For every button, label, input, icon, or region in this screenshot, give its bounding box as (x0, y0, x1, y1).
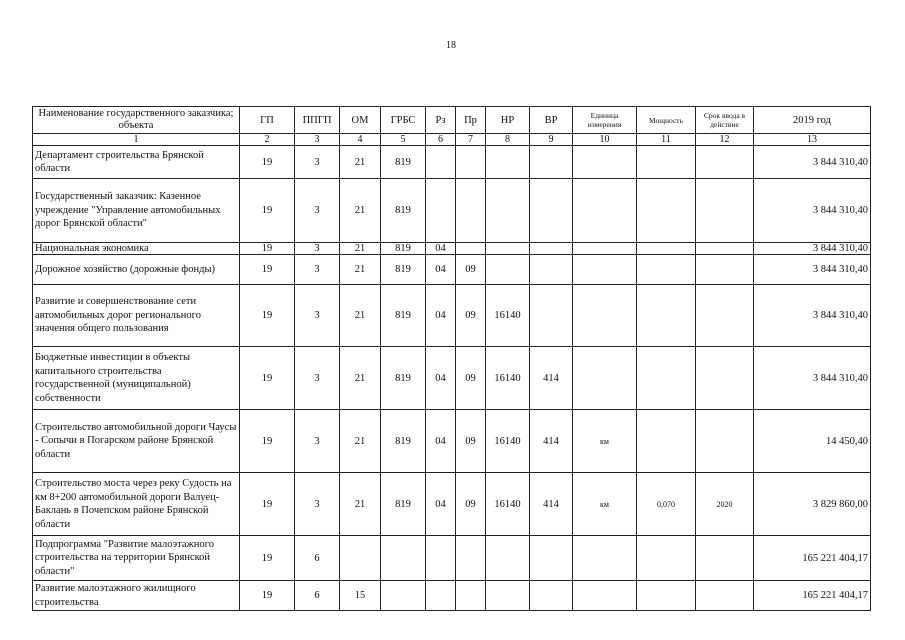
cell-term (696, 243, 754, 255)
cell-rz (426, 581, 456, 611)
cell-pgp: 3 (295, 255, 340, 285)
cell-power (637, 536, 696, 581)
cell-power (637, 179, 696, 243)
column-number: 5 (381, 134, 426, 146)
col-nr-header: НР (486, 107, 530, 134)
cell-unit (573, 347, 637, 410)
column-number: 6 (426, 134, 456, 146)
col-pr-header: Пр (456, 107, 486, 134)
cell-amount: 165 221 404,17 (754, 581, 871, 611)
cell-grbs: 819 (381, 179, 426, 243)
column-number: 9 (530, 134, 573, 146)
cell-pr (456, 146, 486, 179)
cell-term: 2020 (696, 473, 754, 536)
table-body (33, 146, 871, 611)
cell-pr: 09 (456, 255, 486, 285)
cell-unit (573, 285, 637, 347)
cell-vr (530, 243, 573, 255)
cell-pgp: 3 (295, 146, 340, 179)
cell-pr (456, 536, 486, 581)
table-row (33, 146, 871, 179)
cell-vr (530, 285, 573, 347)
cell-nr (486, 179, 530, 243)
cell-power (637, 243, 696, 255)
column-number: 1 (33, 134, 240, 146)
cell-vr: 414 (530, 347, 573, 410)
cell-grbs: 819 (381, 410, 426, 473)
col-term-header: Срок ввода в действие (696, 107, 754, 134)
col-rz-header: Рз (426, 107, 456, 134)
cell-unit (573, 255, 637, 285)
table-row (33, 285, 871, 347)
cell-grbs: 819 (381, 243, 426, 255)
cell-rz (426, 146, 456, 179)
cell-nr (486, 581, 530, 611)
cell-amount: 3 844 310,40 (754, 146, 871, 179)
cell-om: 15 (340, 581, 381, 611)
cell-rz: 04 (426, 347, 456, 410)
cell-grbs: 819 (381, 347, 426, 410)
cell-pr (456, 243, 486, 255)
cell-amount: 14 450,40 (754, 410, 871, 473)
cell-power (637, 410, 696, 473)
cell-pr: 09 (456, 473, 486, 536)
cell-term (696, 255, 754, 285)
table-row (33, 410, 871, 473)
column-number: 7 (456, 134, 486, 146)
cell-name: Государственный заказчик: Казенное учреждение "Управление автомобильных дорог Брянской области" (33, 179, 240, 243)
table-row (33, 179, 871, 243)
cell-rz: 04 (426, 243, 456, 255)
cell-term (696, 410, 754, 473)
cell-power (637, 146, 696, 179)
cell-power (637, 255, 696, 285)
cell-vr (530, 255, 573, 285)
col-power-header: Мощность (637, 107, 696, 134)
cell-term (696, 179, 754, 243)
cell-om: 21 (340, 347, 381, 410)
cell-om: 21 (340, 255, 381, 285)
cell-pgp: 3 (295, 410, 340, 473)
col-year-header: 2019 год (754, 107, 871, 134)
cell-vr (530, 581, 573, 611)
cell-gp: 19 (240, 347, 295, 410)
column-number: 8 (486, 134, 530, 146)
cell-unit: км (573, 410, 637, 473)
cell-amount: 3 829 860,00 (754, 473, 871, 536)
column-number: 11 (637, 134, 696, 146)
table-row (33, 255, 871, 285)
cell-gp: 19 (240, 255, 295, 285)
table-row (33, 536, 871, 581)
cell-grbs (381, 536, 426, 581)
column-number: 12 (696, 134, 754, 146)
col-pgp-header: ППГП (295, 107, 340, 134)
table-row (33, 581, 871, 611)
cell-pgp: 3 (295, 243, 340, 255)
cell-unit (573, 179, 637, 243)
cell-term (696, 581, 754, 611)
cell-gp: 19 (240, 410, 295, 473)
cell-grbs: 819 (381, 146, 426, 179)
cell-grbs: 819 (381, 473, 426, 536)
cell-unit (573, 146, 637, 179)
cell-om: 21 (340, 146, 381, 179)
cell-amount: 3 844 310,40 (754, 347, 871, 410)
budget-table (32, 106, 871, 611)
cell-rz: 04 (426, 410, 456, 473)
cell-vr (530, 536, 573, 581)
cell-term (696, 285, 754, 347)
column-number: 10 (573, 134, 637, 146)
cell-pgp: 3 (295, 179, 340, 243)
cell-term (696, 347, 754, 410)
cell-gp: 19 (240, 581, 295, 611)
cell-rz: 04 (426, 473, 456, 536)
col-unit-header: Единица измерения (573, 107, 637, 134)
cell-term (696, 146, 754, 179)
cell-nr: 16140 (486, 347, 530, 410)
cell-nr: 16140 (486, 410, 530, 473)
cell-amount: 3 844 310,40 (754, 285, 871, 347)
col-name-header: Наименование государственного заказчика; объекта (33, 107, 240, 134)
cell-pgp: 6 (295, 536, 340, 581)
cell-unit (573, 243, 637, 255)
cell-nr (486, 536, 530, 581)
cell-om: 21 (340, 243, 381, 255)
cell-pgp: 6 (295, 581, 340, 611)
cell-name: Строительство автомобильной дороги Чаусы - Сопычи в Погарском районе Брянской области (33, 410, 240, 473)
cell-om: 21 (340, 285, 381, 347)
cell-pr (456, 581, 486, 611)
cell-nr (486, 146, 530, 179)
cell-name: Департамент строительства Брянской области (33, 146, 240, 179)
cell-om: 21 (340, 179, 381, 243)
table-row (33, 347, 871, 410)
cell-pr (456, 179, 486, 243)
cell-pr: 09 (456, 285, 486, 347)
cell-power (637, 581, 696, 611)
cell-name: Развитие малоэтажного жилищного строительства (33, 581, 240, 611)
cell-name: Дорожное хозяйство (дорожные фонды) (33, 255, 240, 285)
column-number: 2 (240, 134, 295, 146)
cell-gp: 19 (240, 146, 295, 179)
cell-nr (486, 255, 530, 285)
cell-name: Подпрограмма "Развитие малоэтажного строительства на территории Брянской области" (33, 536, 240, 581)
page-number: 18 (446, 40, 456, 51)
cell-grbs (381, 581, 426, 611)
cell-gp: 19 (240, 473, 295, 536)
cell-unit (573, 536, 637, 581)
col-grbs-header: ГРБС (381, 107, 426, 134)
cell-pr: 09 (456, 347, 486, 410)
cell-power (637, 285, 696, 347)
cell-amount: 165 221 404,17 (754, 536, 871, 581)
cell-pr: 09 (456, 410, 486, 473)
cell-term (696, 536, 754, 581)
cell-amount: 3 844 310,40 (754, 255, 871, 285)
cell-pgp: 3 (295, 347, 340, 410)
cell-vr: 414 (530, 473, 573, 536)
column-number: 3 (295, 134, 340, 146)
cell-nr: 16140 (486, 473, 530, 536)
cell-name: Бюджетные инвестиции в объекты капитального строительства государственной (муниципальной) собственности (33, 347, 240, 410)
cell-gp: 19 (240, 536, 295, 581)
column-number: 4 (340, 134, 381, 146)
cell-pgp: 3 (295, 473, 340, 536)
column-numbers-row (33, 134, 871, 146)
cell-rz (426, 179, 456, 243)
col-vr-header: ВР (530, 107, 573, 134)
cell-om (340, 536, 381, 581)
cell-gp: 19 (240, 179, 295, 243)
col-gp-header: ГП (240, 107, 295, 134)
cell-vr (530, 179, 573, 243)
column-number: 13 (754, 134, 871, 146)
cell-vr: 414 (530, 410, 573, 473)
cell-name: Строительство моста через реку Судость на км 8+200 автомобильной дороги Валуец-Баклань в Почепском районе Брянской области (33, 473, 240, 536)
cell-grbs: 819 (381, 255, 426, 285)
cell-nr: 16140 (486, 285, 530, 347)
cell-amount: 3 844 310,40 (754, 179, 871, 243)
header-row (33, 107, 871, 134)
cell-unit (573, 581, 637, 611)
table-row (33, 243, 871, 255)
cell-power: 0,070 (637, 473, 696, 536)
cell-rz (426, 536, 456, 581)
cell-gp: 19 (240, 243, 295, 255)
cell-rz: 04 (426, 285, 456, 347)
cell-unit: км (573, 473, 637, 536)
cell-gp: 19 (240, 285, 295, 347)
cell-power (637, 347, 696, 410)
cell-om: 21 (340, 473, 381, 536)
cell-vr (530, 146, 573, 179)
cell-nr (486, 243, 530, 255)
cell-om: 21 (340, 410, 381, 473)
cell-name: Национальная экономика (33, 243, 240, 255)
col-om-header: ОМ (340, 107, 381, 134)
cell-pgp: 3 (295, 285, 340, 347)
cell-rz: 04 (426, 255, 456, 285)
cell-grbs: 819 (381, 285, 426, 347)
cell-amount: 3 844 310,40 (754, 243, 871, 255)
cell-name: Развитие и совершенствование сети автомобильных дорог регионального значения общего пользования (33, 285, 240, 347)
table-row (33, 473, 871, 536)
